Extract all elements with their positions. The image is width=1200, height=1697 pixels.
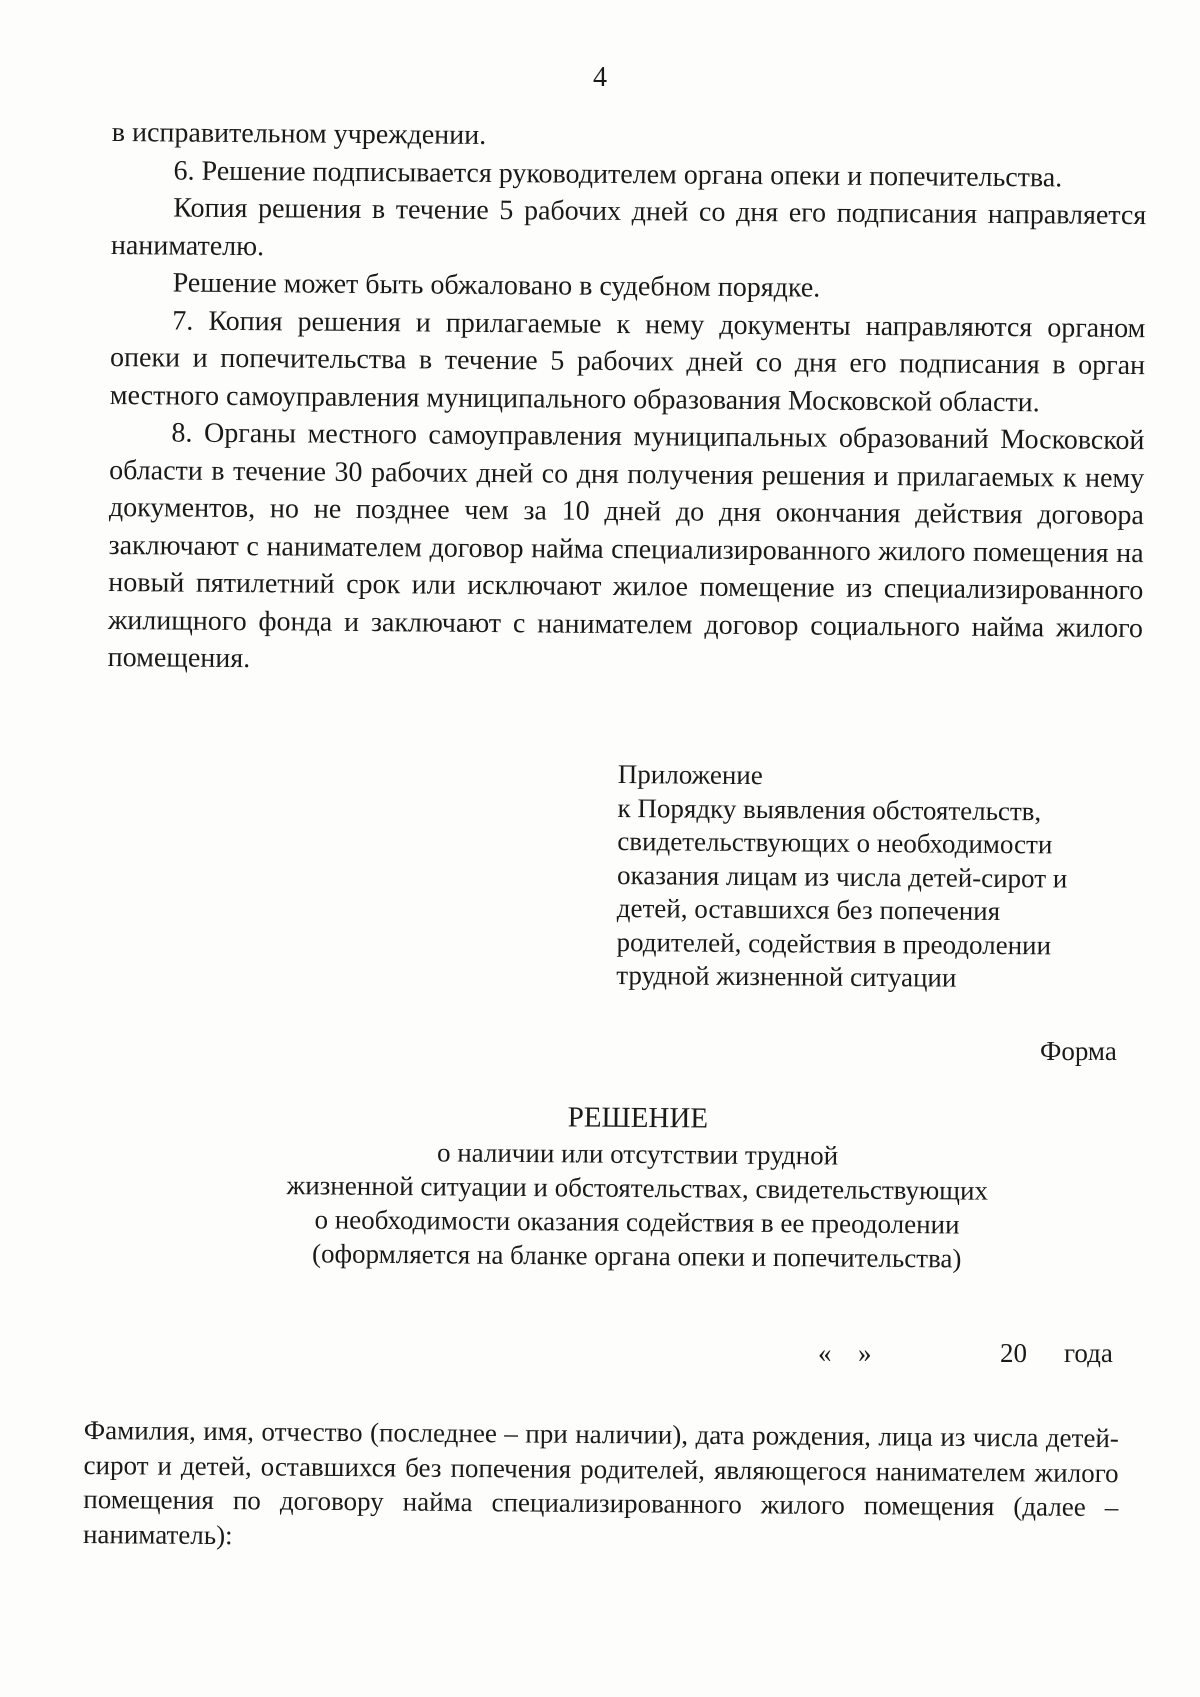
decision-heading [267, 1098, 1008, 1276]
paragraph-8: 8. Органы местного самоуправления муниципальных образований Московской области в течение 30 рабочих дней со дня получения решения и прилагаемых к нему документов, но не позднее чем за 10 дней до дня окончания действия договора заключают с нанимателем договор найма специализированного жилого помещения на новый пятилетний срок или исключают жилое помещение из специализированного жилищного фонда и заключают с нанимателем договор социального найма жилого помещения. [107, 417, 1145, 675]
page-number: 4 [593, 62, 607, 93]
paragraph-appeal: Решение может быть обжаловано в судебном порядке. [172, 267, 821, 304]
fio-block [83, 1413, 1119, 1559]
paragraph-copy-decision: Копия решения в течение 5 рабочих дней со дня его подписания направляется нанимателю. [110, 192, 1147, 262]
appendix-line: Приложение [617, 758, 763, 791]
appendix-line: родителей, содействия в преодолении [616, 926, 1052, 960]
date-open-quote: « [818, 1338, 832, 1368]
decision-title: РЕШЕНИЕ [567, 1101, 709, 1135]
appendix-line: к Порядку выявления обстоятельств, [617, 792, 1042, 826]
date-year-word: года [1064, 1338, 1113, 1368]
paragraph-continuation: в исправительном учреждении. [111, 116, 487, 151]
date-year-prefix: 20 [1000, 1338, 1027, 1368]
decision-subtitle-line: о необходимости оказания содействия в ее преодолении [314, 1204, 960, 1240]
appendix-line: свидетельствующих о необходимости [617, 825, 1053, 860]
body-text [108, 114, 1147, 685]
appendix-line: оказания лицам из числа детей-сирот и [616, 859, 1068, 894]
paragraph-7: 7. Копия решения и прилагаемые к нему документы направляются органом опеки и попечительства в течение 5 рабочих дней со дня его подписания в орган местного самоуправления муниципального образования Московской области. [109, 304, 1146, 418]
appendix-line: трудной жизненной ситуации [616, 959, 957, 993]
fio-paragraph: Фамилия, имя, отчество (последнее – при наличии), дата рождения, лица из числа детей-сирот и детей, оставшихся без попечения родителей, являющегося нанимателем жилого помещения по договору найма специализированного жилого помещения (далее – наниматель): [82, 1414, 1119, 1550]
paragraph-6: 6. Решение подписывается руководителем органа опеки и попечительства. [173, 154, 1063, 193]
appendix-line: детей, оставшихся без попечения [616, 892, 1001, 927]
appendix-block [616, 758, 1098, 996]
decision-subtitle-line: (оформляется на бланке органа опеки и попечительства) [312, 1238, 962, 1274]
decision-subtitle-line: о наличии или отсутствии трудной [436, 1137, 839, 1171]
decision-subtitle-line: жизненной ситуации и обстоятельствах, свидетельствующих [286, 1170, 989, 1206]
form-label: Форма [1040, 1036, 1117, 1066]
date-close-quote: » [858, 1338, 872, 1368]
